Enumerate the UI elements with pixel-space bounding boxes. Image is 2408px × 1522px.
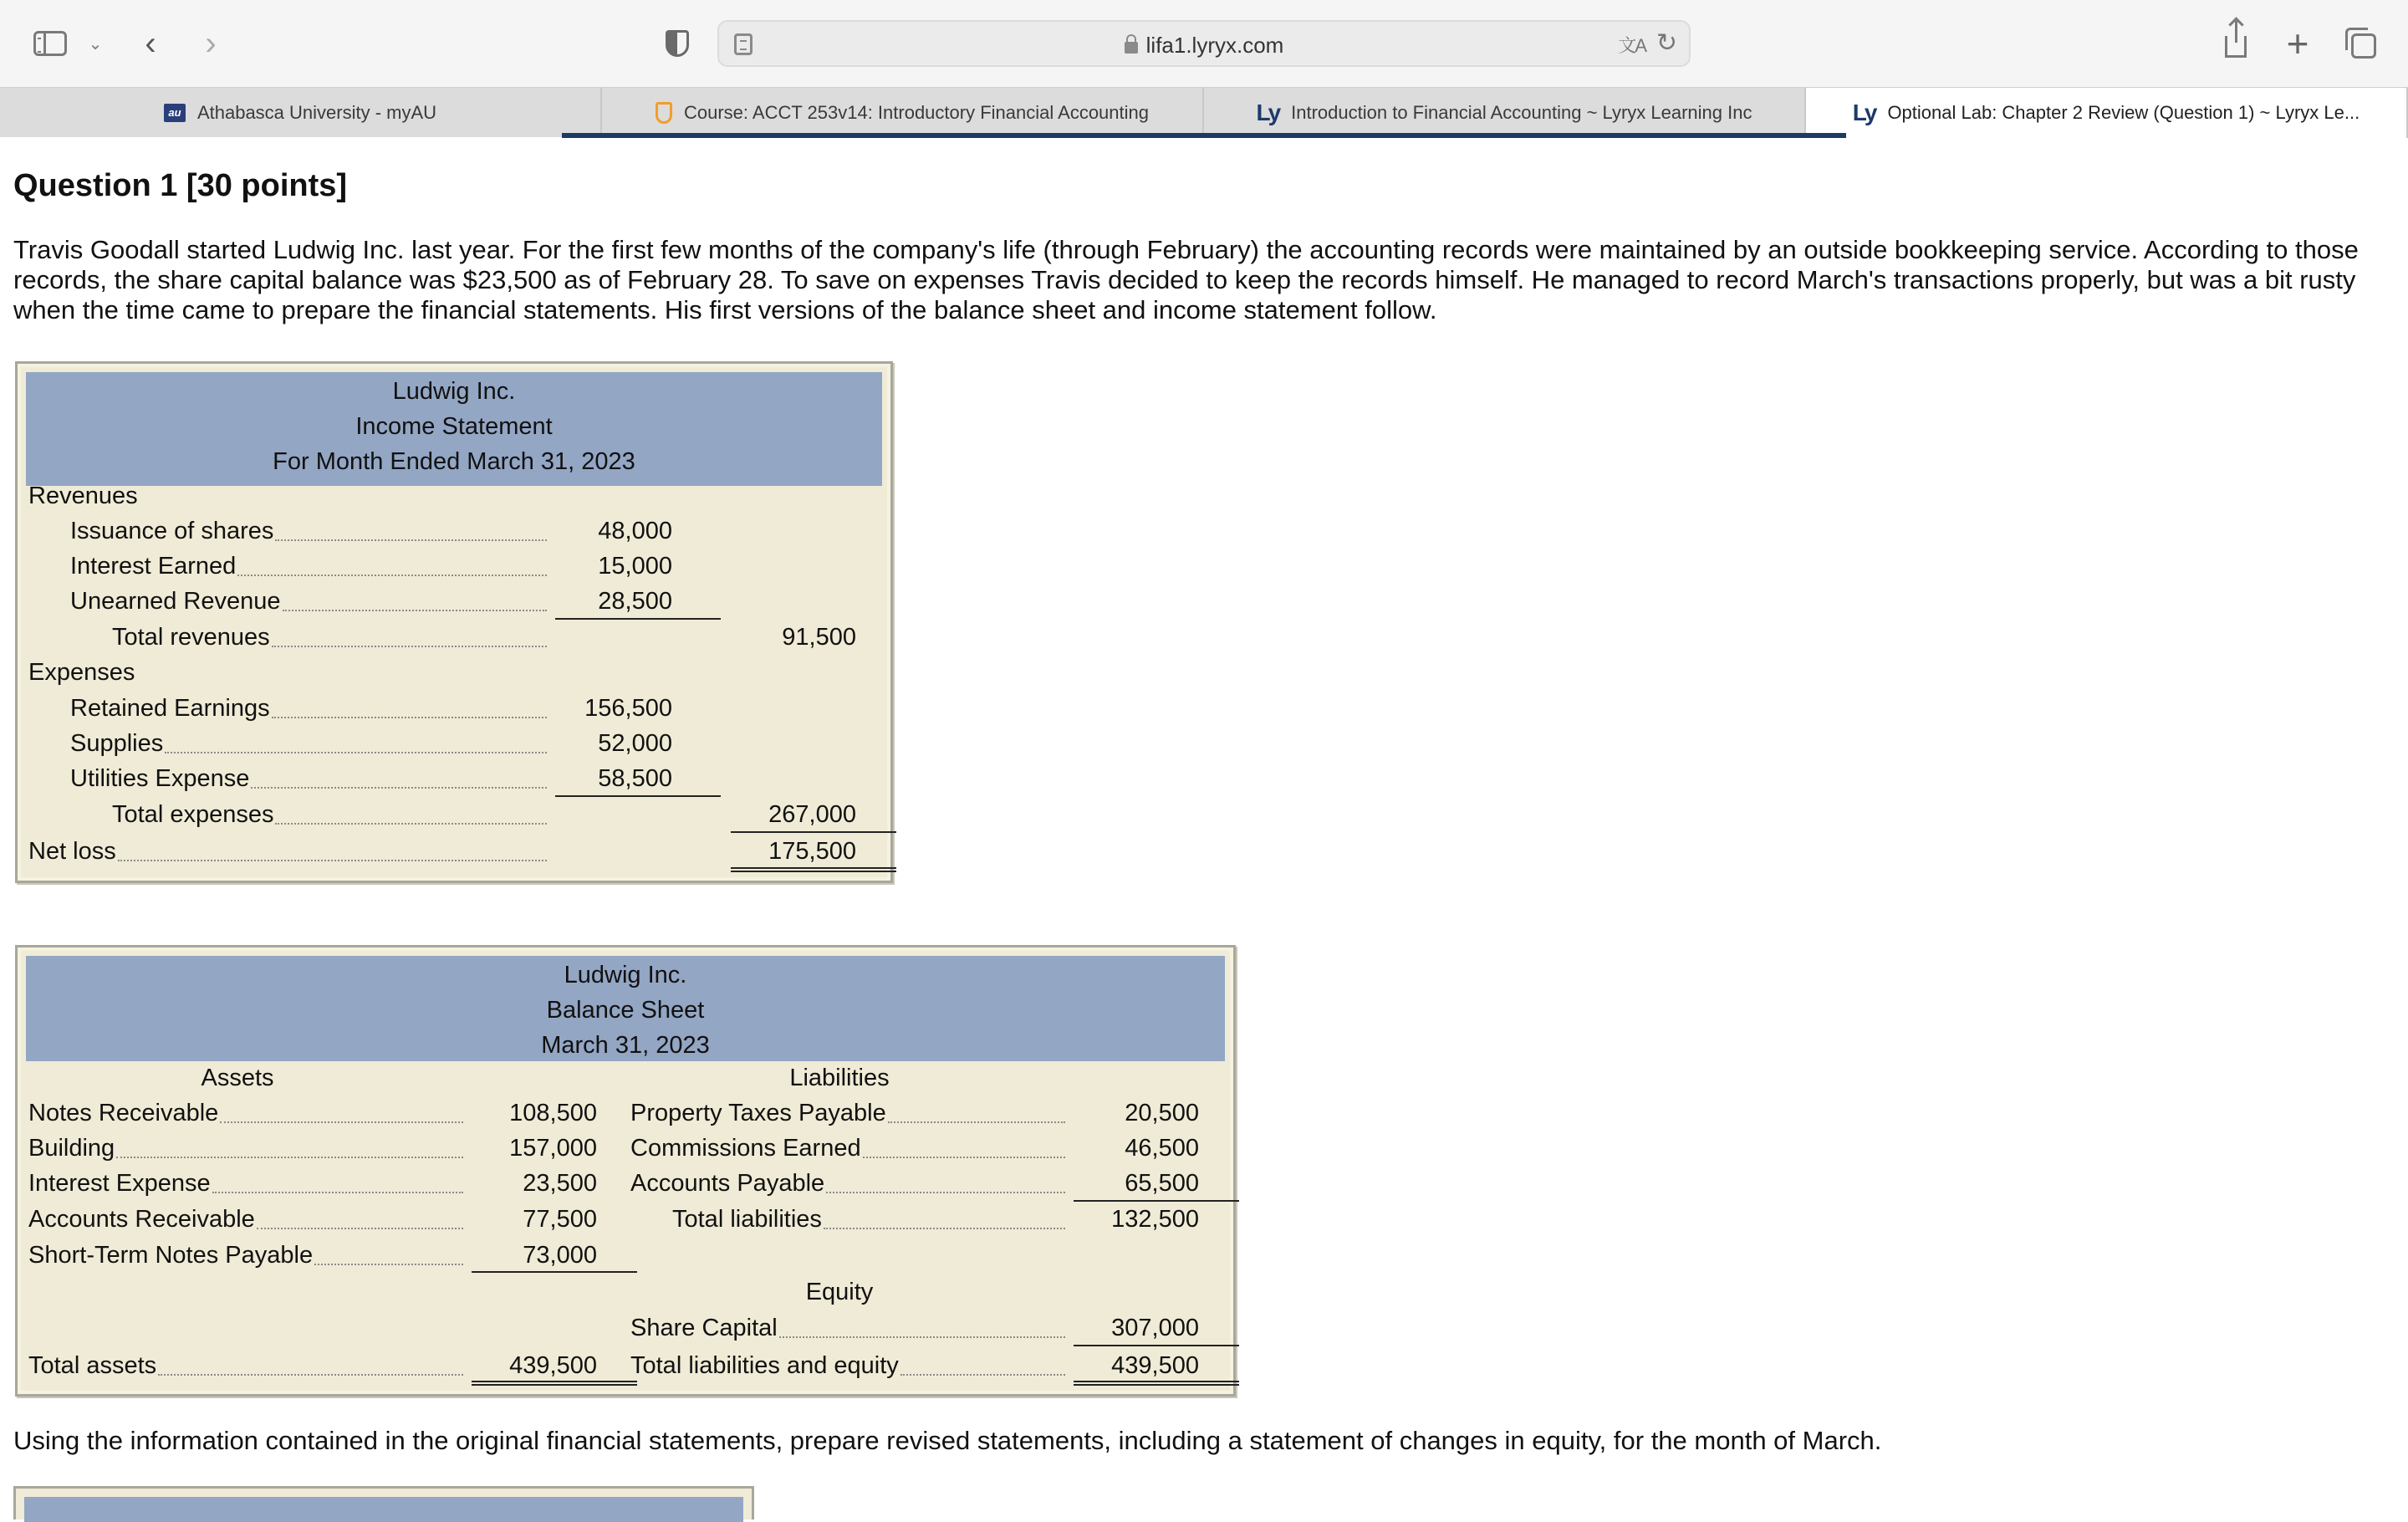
tab-bar — [0, 87, 2408, 137]
asset-amount: 77,500 — [523, 1206, 597, 1233]
asset-row: Short-Term Notes Payable — [28, 1242, 463, 1269]
lyryx-icon: Ly — [1256, 100, 1280, 125]
revenue-amount: 48,000 — [598, 518, 672, 544]
subtotal-rule — [555, 618, 721, 620]
revenue-row: Unearned Revenue — [70, 588, 547, 615]
balance-sheet-header: Ludwig Inc. Balance Sheet March 31, 2023 — [26, 956, 1225, 1061]
total-revenues-amount: 91,500 — [782, 624, 856, 651]
shield-icon — [656, 102, 672, 124]
chevron-down-icon[interactable]: ⌄ — [88, 34, 103, 54]
expense-row: Utilities Expense — [70, 765, 547, 793]
lyryx-icon: Ly — [1852, 100, 1876, 125]
subtotal-rule — [1074, 1200, 1239, 1202]
sidebar-toggle-icon[interactable] — [30, 22, 70, 65]
forward-icon[interactable]: › — [205, 24, 217, 62]
liability-row: Commissions Earned — [630, 1135, 1065, 1162]
asset-amount: 157,000 — [509, 1135, 597, 1162]
expenses-heading: Expenses — [28, 659, 135, 686]
balance-sheet — [15, 945, 1236, 1397]
total-assets-row: Total assets — [28, 1352, 463, 1380]
tab-loading-indicator — [562, 133, 1846, 138]
revised-statement-box — [13, 1486, 754, 1519]
privacy-shield-icon[interactable] — [661, 22, 694, 65]
question-title: Question 1 [30 points] — [13, 168, 348, 203]
share-icon[interactable] — [2219, 22, 2252, 65]
total-expenses-row: Total expenses — [112, 801, 547, 829]
total-liabilities-amount: 132,500 — [1111, 1206, 1199, 1233]
tab-overview-icon[interactable] — [2343, 22, 2380, 65]
tab-course[interactable]: Course: ACCT 253v14: Introductory Financial Accounting — [602, 88, 1204, 138]
net-loss-amount: 175,500 — [768, 838, 856, 865]
revenue-amount: 28,500 — [598, 588, 672, 615]
income-statement — [15, 361, 893, 883]
total-rule — [731, 831, 896, 833]
revenue-row: Interest Earned — [70, 553, 547, 580]
address-bar[interactable] — [717, 20, 1691, 67]
net-loss-row: Net loss — [28, 838, 547, 866]
subtotal-rule — [555, 795, 721, 797]
asset-row: Building — [28, 1135, 463, 1162]
liabilities-heading: Liabilities — [789, 1065, 890, 1091]
instruction-text: Using the information contained in the original financial statements, prepare revised statements, including a statement of changes in equity, for the month of March. — [13, 1426, 1882, 1455]
total-liabilities-row: Total liabilities — [672, 1206, 1065, 1233]
total-expenses-amount: 267,000 — [768, 801, 856, 828]
share-capital-amount: 307,000 — [1111, 1315, 1199, 1341]
total-le-amount: 439,500 — [1111, 1352, 1199, 1379]
liability-row: Property Taxes Payable — [630, 1100, 1065, 1127]
asset-row: Interest Expense — [28, 1170, 463, 1198]
asset-amount: 108,500 — [509, 1100, 597, 1126]
equity-heading: Equity — [805, 1279, 874, 1305]
total-revenues-row: Total revenues — [112, 624, 547, 651]
liability-amount: 65,500 — [1125, 1170, 1199, 1197]
expense-row: Supplies — [70, 730, 547, 758]
liability-amount: 46,500 — [1125, 1135, 1199, 1162]
liability-row: Accounts Payable — [630, 1170, 1065, 1198]
asset-amount: 23,500 — [523, 1170, 597, 1197]
expense-row: Retained Earnings — [70, 695, 547, 723]
share-capital-row: Share Capital — [630, 1315, 1065, 1342]
reload-icon[interactable]: ↻ — [1656, 29, 1677, 57]
browser-toolbar — [0, 0, 2408, 87]
double-rule — [1074, 1381, 1239, 1386]
expense-amount: 156,500 — [584, 695, 672, 722]
assets-heading: Assets — [201, 1065, 274, 1091]
asset-row: Accounts Receivable — [28, 1206, 463, 1233]
liability-amount: 20,500 — [1125, 1100, 1199, 1126]
subtotal-rule — [472, 1271, 637, 1273]
revenue-amount: 15,000 — [598, 553, 672, 580]
tab-myau[interactable]: au Athabasca University - myAU — [0, 88, 602, 138]
url-text[interactable]: lifa1.lyryx.com — [719, 33, 1689, 59]
expense-amount: 52,000 — [598, 730, 672, 757]
tab-lyryx-intro[interactable]: Ly Introduction to Financial Accounting ~ Lyryx Learning Inc — [1204, 88, 1806, 138]
total-le-row: Total liabilities and equity — [630, 1352, 1065, 1380]
revenues-heading: Revenues — [28, 483, 138, 509]
tab-optional-lab[interactable]: Ly Optional Lab: Chapter 2 Review (Question 1) ~ Lyryx Le... — [1806, 88, 2408, 138]
asset-amount: 73,000 — [523, 1242, 597, 1269]
expense-amount: 58,500 — [598, 765, 672, 792]
asset-row: Notes Receivable — [28, 1100, 463, 1127]
au-icon: au — [164, 104, 186, 122]
question-intro: Travis Goodall started Ludwig Inc. last year. For the first few months of the company's life (through February) the accounting records were maintained by an outside bookkeeping service. According to those records, the share capital balance was $23,500 as of February 28. To save on expenses Travis decided to keep the records himself. He managed to record March's transactions properly, but was a bit rusty when the time came to prepare the financial statements. His first versions of the balance sheet and income statement follow. — [13, 235, 2359, 324]
translate-icon[interactable]: 文A — [1618, 35, 1645, 56]
total-assets-amount: 439,500 — [509, 1352, 597, 1379]
revenue-row: Issuance of shares — [70, 518, 547, 545]
lock-icon — [1125, 42, 1138, 54]
back-icon[interactable]: ‹ — [145, 24, 156, 62]
double-rule — [731, 867, 896, 872]
income-statement-header: Ludwig Inc. Income Statement For Month Ended March 31, 2023 — [26, 372, 882, 486]
new-tab-icon[interactable]: + — [2286, 22, 2309, 65]
subtotal-rule — [1074, 1345, 1239, 1346]
double-rule — [472, 1381, 637, 1386]
